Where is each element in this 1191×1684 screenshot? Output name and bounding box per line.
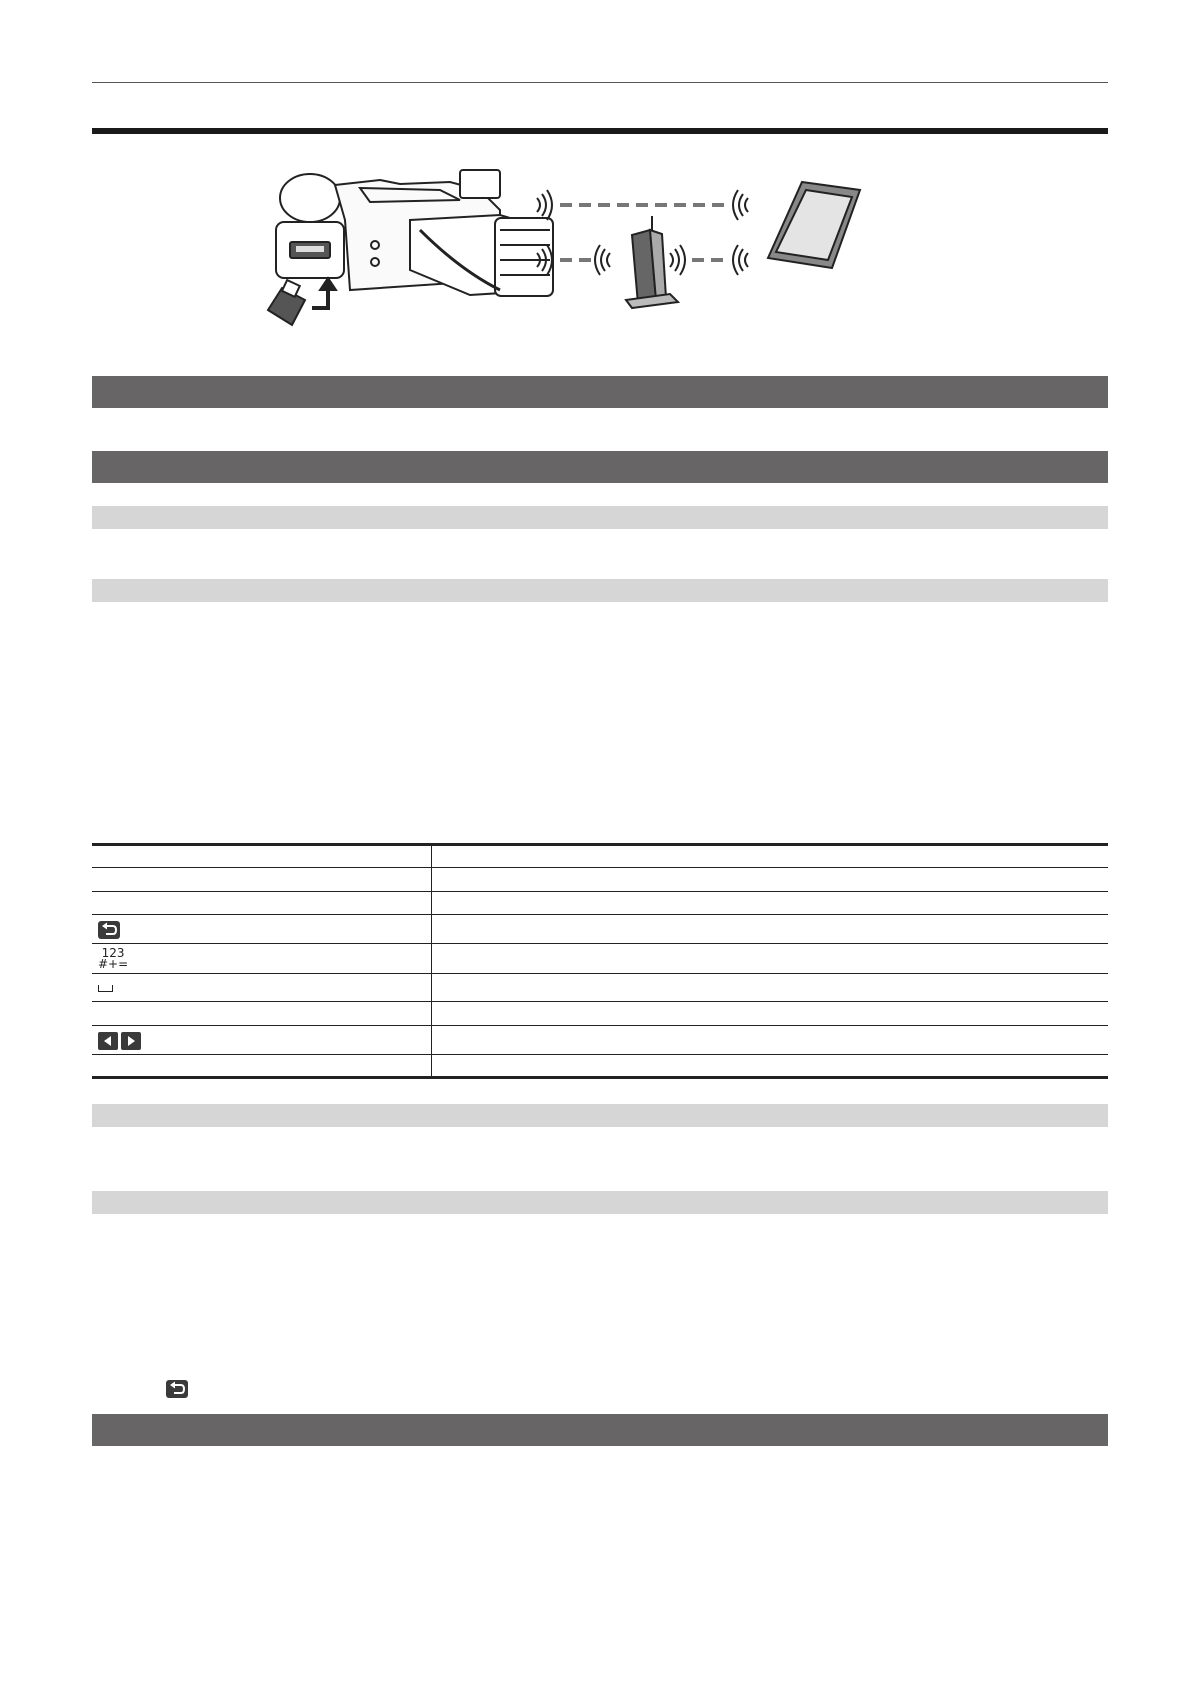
cursor-left-icon xyxy=(98,1032,118,1050)
table-cell xyxy=(432,892,1109,915)
usb-port-inset xyxy=(276,222,344,278)
table-cell xyxy=(92,868,432,892)
section-bar-2 xyxy=(92,451,1108,483)
space-icon xyxy=(98,985,113,992)
cursor-right-icon xyxy=(121,1032,141,1050)
symbols-top: 123 xyxy=(101,945,125,960)
subsection-bar-3 xyxy=(92,1104,1108,1127)
subsection-bar-4 xyxy=(92,1191,1108,1214)
table-row xyxy=(92,1026,1108,1055)
table-row xyxy=(92,915,1108,944)
connection-illustration xyxy=(260,160,940,360)
table-row xyxy=(92,944,1108,974)
title-rule xyxy=(92,128,1108,134)
table-cell xyxy=(432,868,1109,892)
table-row xyxy=(92,868,1108,892)
table-cell xyxy=(432,1055,1109,1078)
header-rule xyxy=(92,82,1108,83)
table-row xyxy=(92,892,1108,915)
table-cell xyxy=(92,1002,432,1026)
table-row xyxy=(92,974,1108,1002)
table-row xyxy=(92,845,1108,868)
table-row xyxy=(92,1002,1108,1026)
symbols-bottom: #+= xyxy=(98,956,129,971)
table-cell xyxy=(92,1055,432,1078)
table-cell xyxy=(432,944,1109,974)
keyboard-key-table xyxy=(92,843,1108,1079)
table-cell xyxy=(92,915,432,944)
wireless-router-icon xyxy=(626,216,678,308)
subsection-bar-1 xyxy=(92,506,1108,529)
table-cell xyxy=(432,1026,1109,1055)
usb-wireless-module-icon xyxy=(268,278,336,325)
table-cell xyxy=(92,845,432,868)
table-cell xyxy=(92,1026,432,1055)
table-cell xyxy=(92,974,432,1002)
table-cell xyxy=(432,915,1109,944)
table-cell xyxy=(432,1002,1109,1026)
table-cell xyxy=(432,974,1109,1002)
table-cell xyxy=(92,944,432,974)
subsection-bar-2 xyxy=(92,579,1108,602)
table-row xyxy=(92,1055,1108,1078)
back-icon xyxy=(98,921,120,939)
table-cell xyxy=(432,845,1109,868)
table-cell xyxy=(92,892,432,915)
back-icon xyxy=(166,1380,188,1398)
tablet-icon xyxy=(768,182,860,268)
symbols-toggle-icon xyxy=(98,945,129,971)
section-bar-3 xyxy=(92,1414,1108,1446)
section-bar-1 xyxy=(92,376,1108,408)
